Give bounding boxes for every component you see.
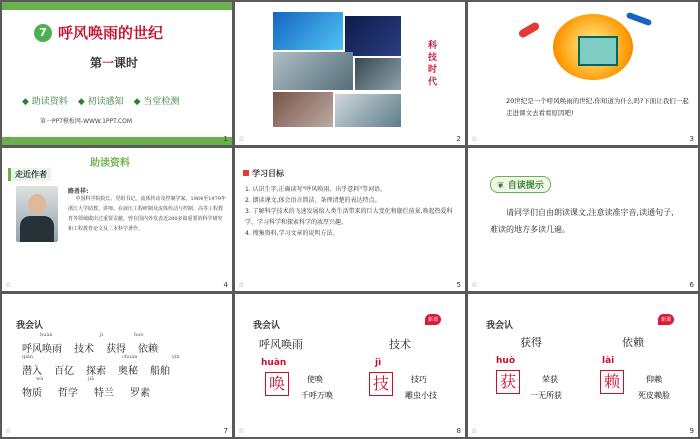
author-name: 路甬祥: — [68, 188, 89, 195]
word-item: 技术 — [74, 344, 94, 355]
author-photo — [16, 186, 58, 242]
leaf-icon: ❦ — [497, 181, 505, 191]
slide-number: 1 — [223, 135, 228, 143]
word-item: 罗素 — [130, 388, 150, 399]
pinyin: huò — [496, 356, 515, 366]
word: 一无所获 — [530, 391, 562, 400]
slide-header: 我会认 — [253, 321, 281, 331]
lesson-badge: 7 — [34, 24, 52, 42]
pinyin: lài — [602, 356, 615, 366]
nav-item[interactable]: ◆ 初读感知 — [77, 97, 124, 107]
slide-header: ❦ 自读提示 — [490, 176, 551, 193]
slide-5[interactable] — [235, 148, 465, 291]
word: 技巧 — [411, 375, 427, 384]
footer-link[interactable]: 第一PPT模板网-WWW.1PPT.COM — [40, 118, 133, 125]
word: 雕虫小技 — [405, 391, 437, 400]
word-item: 潜入 — [22, 366, 42, 377]
goal-item: 2. 朗读课文,体会语言简洁、条理清楚的表达特点。 — [245, 197, 381, 204]
photo-collage — [273, 12, 403, 127]
star-icon: ☆ — [238, 135, 245, 143]
word-item: 船舶 — [150, 366, 170, 377]
word-item: 哲学 — [58, 388, 78, 399]
slide-9[interactable] — [468, 294, 698, 437]
slide-1[interactable] — [2, 2, 232, 145]
word-item: 依赖 — [138, 344, 158, 355]
word-item: 获得 — [106, 344, 126, 355]
word-item: 特兰 — [94, 388, 114, 399]
bullet-icon — [243, 170, 249, 176]
word: 荣获 — [542, 375, 558, 384]
caption: 20世纪是一个呼风唤雨的世纪,你知道为什么吗?下面让我们一起走进课文去看看原因吧! — [506, 97, 689, 117]
slide-2[interactable] — [235, 2, 465, 145]
slide-header: 我会认 — [16, 321, 44, 331]
slide-number: 5 — [456, 281, 461, 289]
slide-header: 助读资料 — [90, 158, 130, 169]
char-box: 获 — [496, 370, 520, 394]
star-icon: ☆ — [238, 281, 245, 289]
nav-item[interactable]: ◆ 当堂检测 — [133, 97, 180, 107]
char-grid: huàn jì huò 呼风唤雨 技术 获得 依赖 qián chuán yín 潜入 百亿 探索 奥秘 船舶 wù jiā 物质 哲学 特兰 罗素 — [22, 332, 180, 399]
goal-item: 4. 搜集资料,学习文章的说明方法。 — [245, 230, 339, 237]
slide-header: 我会认 — [486, 321, 514, 331]
top-word: 技术 — [389, 338, 411, 351]
lesson-label: 第一课时 — [90, 56, 139, 70]
slide-8[interactable] — [235, 294, 465, 437]
word-item: 百亿 — [54, 366, 74, 377]
slide-number: 3 — [689, 135, 694, 143]
star-icon: ☆ — [5, 427, 12, 435]
slide-header: 学习目标 — [243, 168, 284, 179]
pinyin: jì — [375, 358, 382, 368]
word: 仰赖 — [646, 375, 662, 384]
slide-number: 4 — [223, 281, 228, 289]
slide-number: 7 — [223, 427, 228, 435]
star-icon: ☆ — [471, 427, 478, 435]
star-icon: ☆ — [238, 427, 245, 435]
star-icon: ☆ — [5, 135, 12, 143]
nav-row — [22, 94, 179, 107]
word: 使唤 — [307, 375, 323, 384]
slide-number: 8 — [456, 427, 461, 435]
star-icon: ☆ — [5, 281, 12, 289]
slide-4[interactable] — [2, 148, 232, 291]
char-box: 赖 — [600, 370, 624, 394]
star-icon: ☆ — [471, 135, 478, 143]
char-box: 唤 — [265, 372, 289, 396]
slide-3[interactable] — [468, 2, 698, 145]
word: 死皮赖脸 — [638, 391, 670, 400]
new-lesson-tag: 新课 — [425, 314, 441, 325]
top-word: 依赖 — [622, 336, 644, 349]
pinyin: huàn — [261, 358, 287, 368]
author-bio: 中国科学院院长、党组书记。流体传动及控制学家。1964至1979年浙江大学助教、讲师。在液压工程研制及流体传动与控制、高等工程教育等领域做出过重要贡献。曾在国内外发表近280多篇重要的科学研究和工程教育论文及二本科学著作。 — [68, 196, 226, 232]
word-item: 探索 — [86, 366, 106, 377]
goal-item: 3. 了解科学技术的飞速发展给人类生活带来的巨大变化和伽烂前景,唤起热爱科学、学习科学和探索科学的浓厚兴趣。 — [245, 208, 453, 226]
top-word: 获得 — [520, 336, 542, 349]
word-item: 奥秘 — [118, 366, 138, 377]
slide-number: 9 — [689, 427, 694, 435]
slide-number: 6 — [689, 281, 694, 289]
slide-title: 呼风唤雨的世纪 — [58, 24, 164, 42]
section-label: 走近作者 — [8, 168, 51, 181]
illustration — [508, 6, 658, 90]
star-icon: ☆ — [471, 281, 478, 289]
word-item: 物质 — [22, 388, 42, 399]
slide-7[interactable] — [2, 294, 232, 437]
word-item: 呼风唤雨 — [22, 344, 62, 355]
top-word: 呼风唤雨 — [259, 338, 303, 351]
slide-number: 2 — [456, 135, 461, 143]
word: 千呼万唤 — [301, 391, 333, 400]
reading-tip: 请同学们自由朗读课文,注意读准字音,读通句子,难读的地方多读几遍。 — [490, 208, 674, 234]
goal-item: 1. 认识生字,正确读写"呼风唤雨、出乎意料"等词语。 — [245, 186, 387, 193]
slide-6[interactable] — [468, 148, 698, 291]
goal-list — [245, 184, 455, 239]
new-lesson-tag: 新课 — [658, 314, 674, 325]
char-box: 技 — [369, 372, 393, 396]
nav-item[interactable]: ◆ 助读资料 — [22, 97, 68, 107]
vertical-title: 科 技 时 代 — [426, 40, 436, 86]
